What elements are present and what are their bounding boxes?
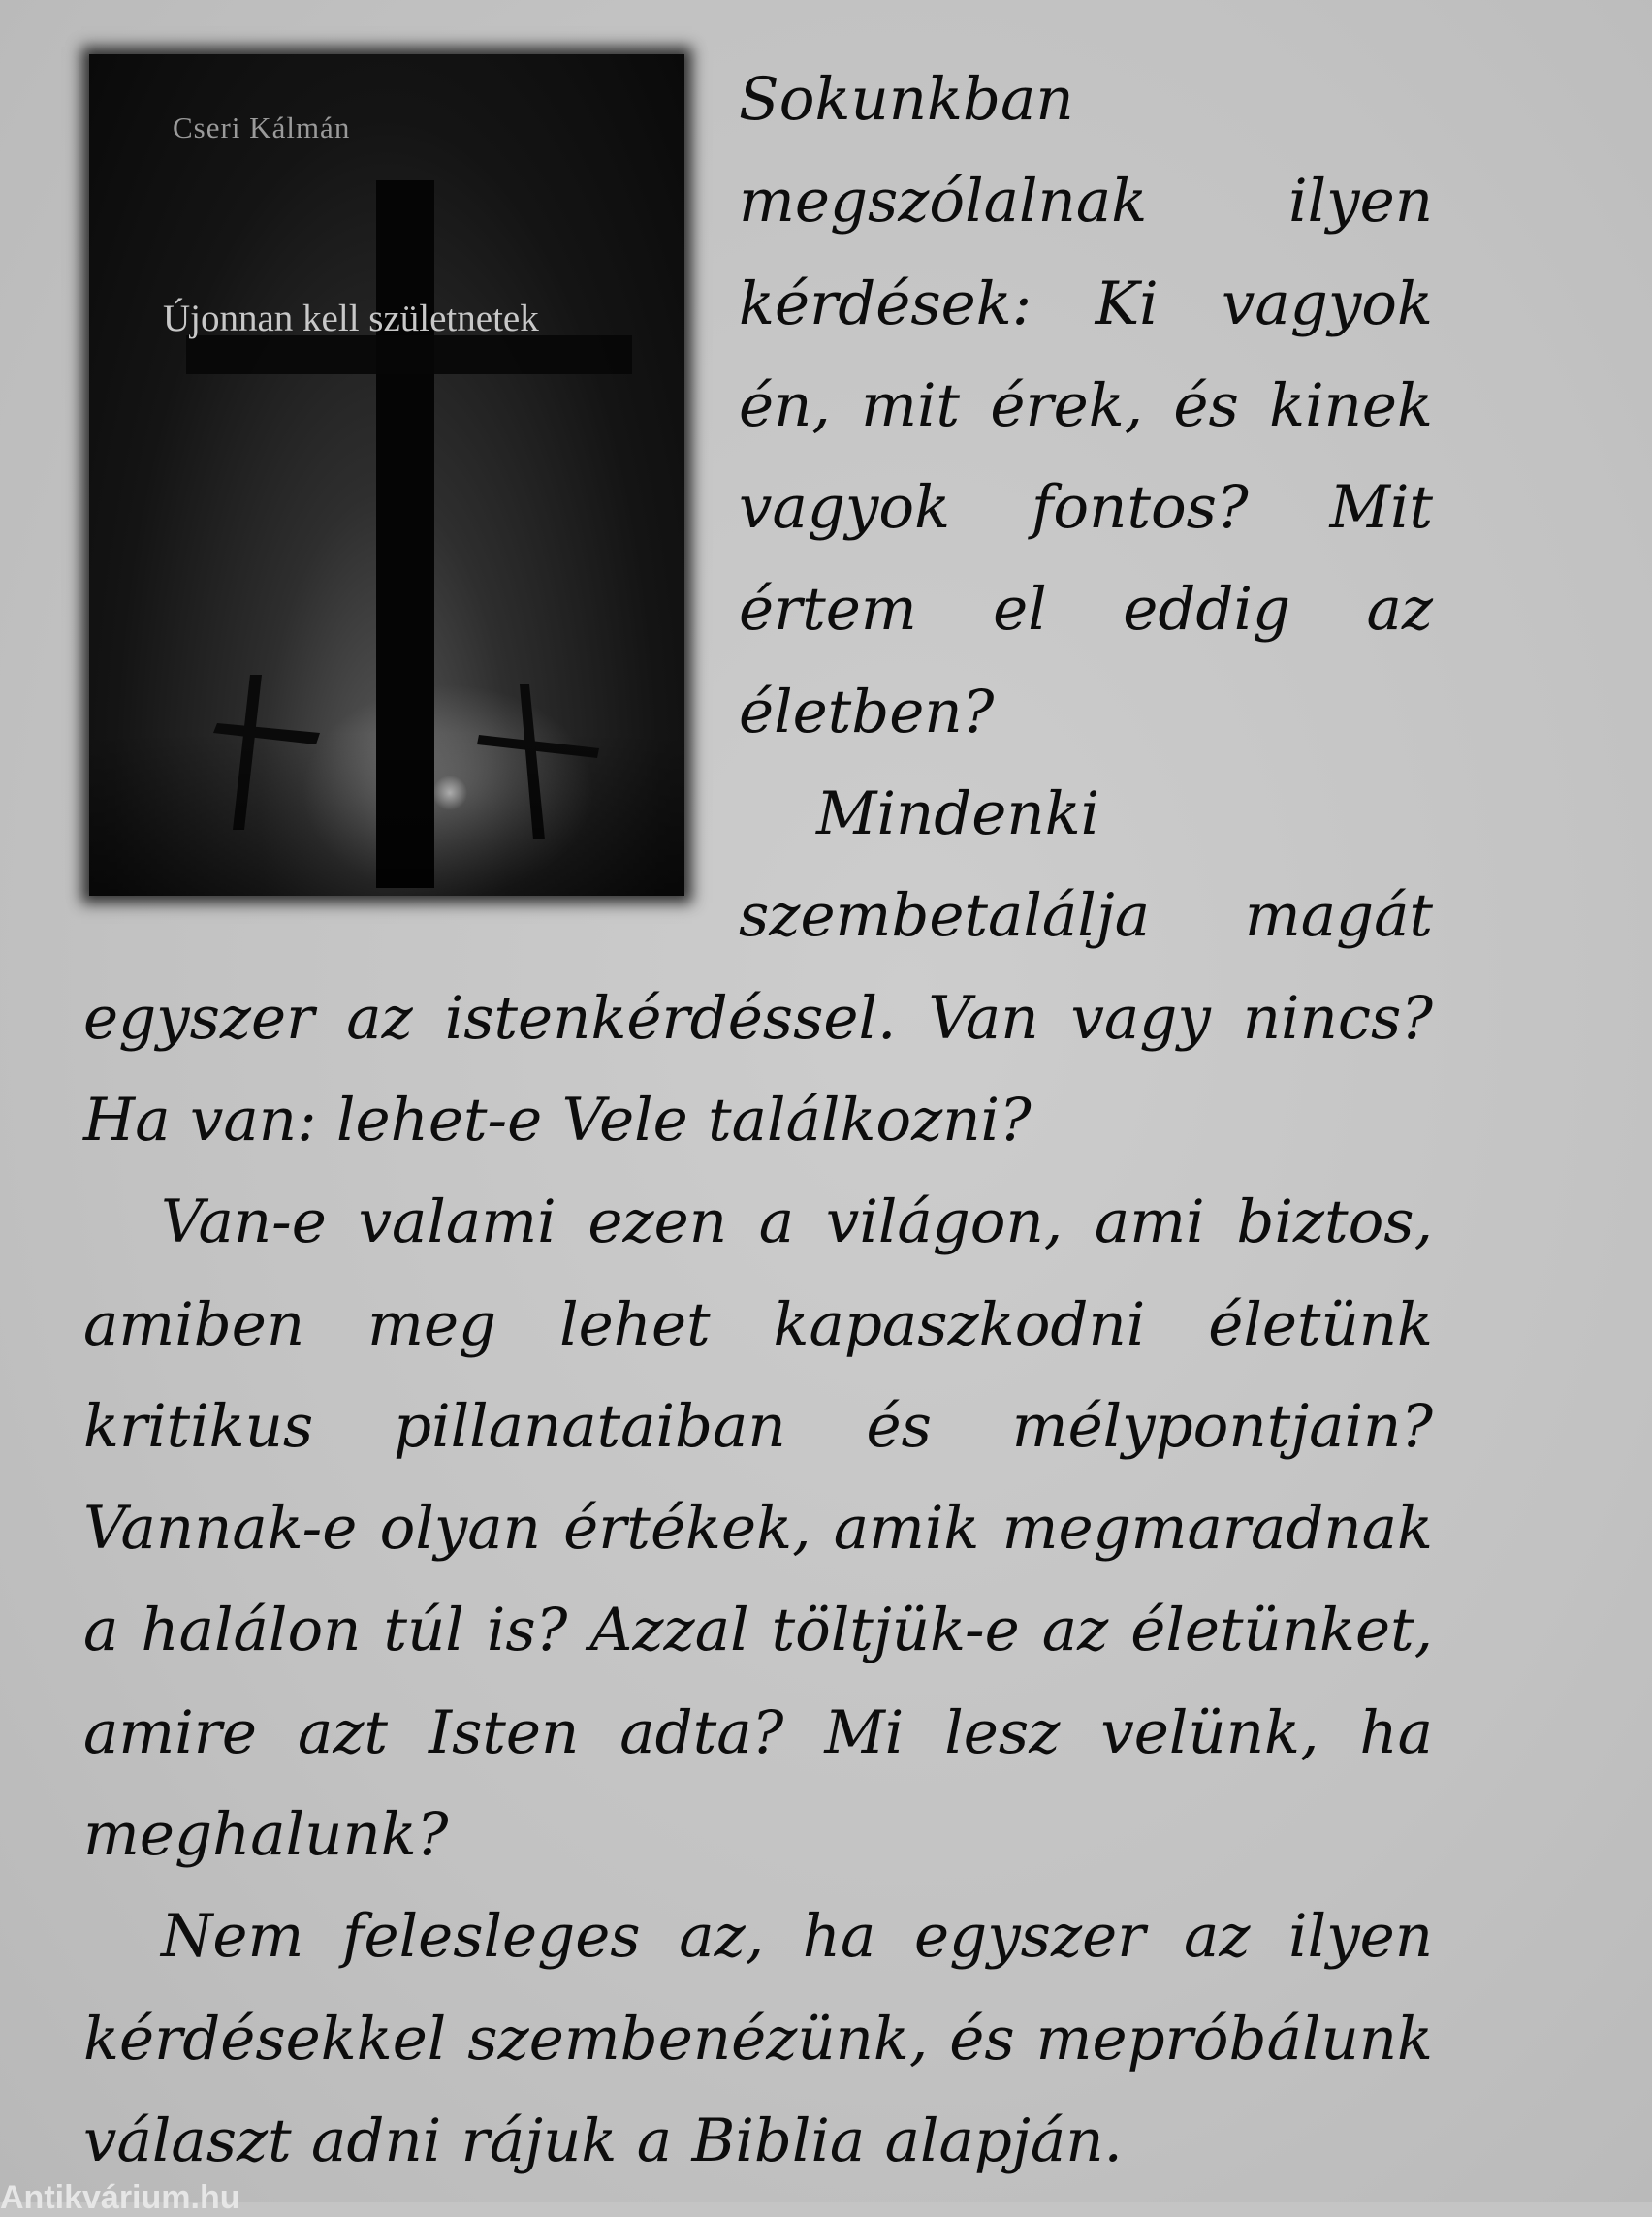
paragraph: Mindenki szembetalálja magát egyszer az istenkérdéssel. Van vagy nincs? Ha van: lehet-e Vele találkozni? xyxy=(83,779,1433,1155)
body-text xyxy=(83,48,1433,2192)
cover-title: Újonnan kell születnetek xyxy=(163,298,539,339)
paragraph: Sokunkban megszólalnak ilyen kérdések: Ki vagyok én, mit érek, és kinek vagyok fontos? Mit értem el eddig az életben? xyxy=(739,65,1433,746)
cover-author: Cseri Kálmán xyxy=(173,111,351,144)
watermark: Antikvárium.hu xyxy=(0,2179,240,2216)
paragraph: Nem felesleges az, ha egyszer az ilyen kérdésekkel szembenézünk, és mepróbálunk választ adni rájuk a Biblia alapján. xyxy=(83,1902,1433,2175)
cover-spacer xyxy=(83,48,739,948)
paragraph: Van-e valami ezen a világon, ami biztos, amiben meg lehet kapaszkodni életünk kritikus pillanataiban és mélypontjain? Vannak-e olyan értékek, amik megmaradnak a halálon túl is? Azzal töltjük-e az életünket, amire azt Isten adta? Mi lesz velünk, ha meghalunk? xyxy=(83,1188,1433,1870)
